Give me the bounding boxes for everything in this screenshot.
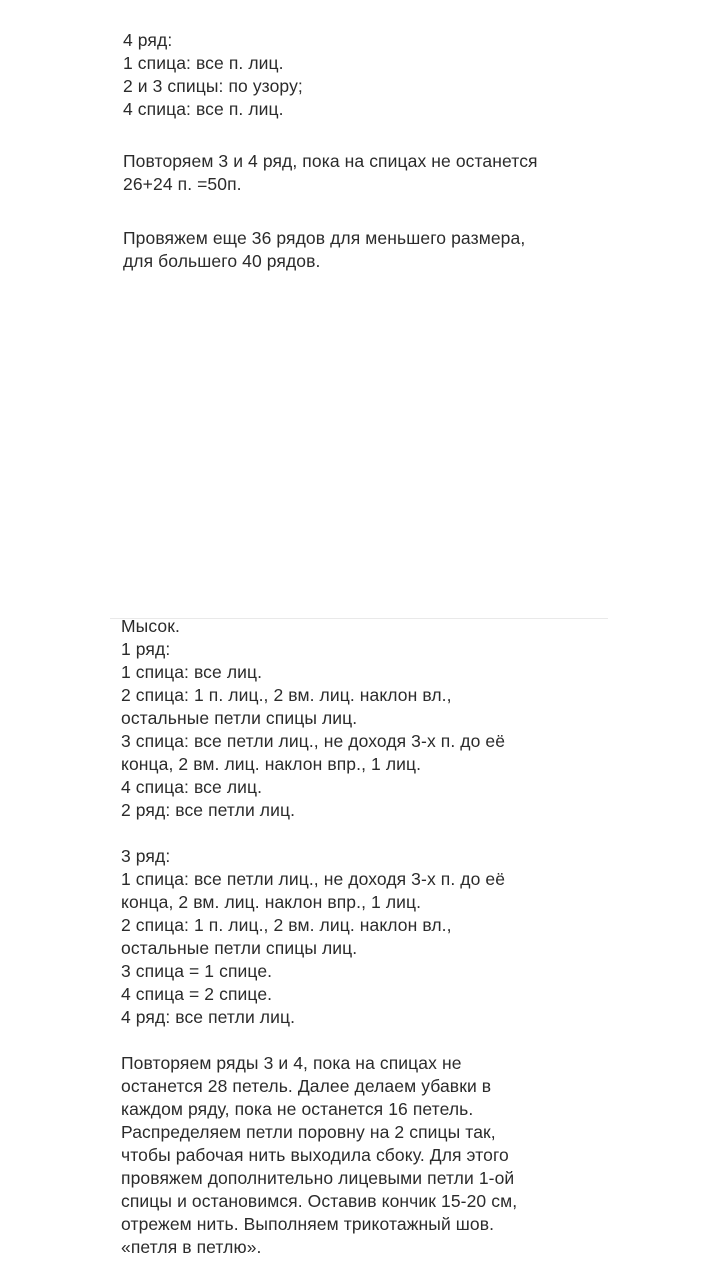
- text-line: каждом ряду, пока не останется 16 петель.: [121, 1099, 474, 1119]
- text-line: 4 спица: все лиц.: [121, 777, 263, 797]
- text-line: 4 ряд: все петли лиц.: [121, 1007, 296, 1027]
- text-line: провяжем дополнительно лицевыми петли 1-ой: [121, 1168, 515, 1188]
- text-line: 4 ряд:: [123, 30, 173, 50]
- text-line: 4 спица = 2 спице.: [121, 984, 273, 1004]
- toe-row3-instructions: [121, 845, 681, 1029]
- text-line: остальные петли спицы лиц.: [121, 708, 358, 728]
- finish-paragraph: [121, 1052, 681, 1259]
- text-line: 2 ряд: все петли лиц.: [121, 800, 296, 820]
- extra-rows-paragraph: [123, 227, 683, 273]
- text-line: отрежем нить. Выполняем трикотажный шов.: [121, 1214, 495, 1234]
- repeat-paragraph: [123, 150, 683, 196]
- text-line: 2 спица: 1 п. лиц., 2 вм. лиц. наклон вл.,: [121, 685, 452, 705]
- text-line: 1 спица: все п. лиц.: [123, 53, 284, 73]
- text-line: спицы и остановимся. Оставив кончик 15-20 см,: [121, 1191, 518, 1211]
- text-line: 26+24 п. =50п.: [123, 174, 242, 194]
- text-line: 3 спица: все петли лиц., не доходя 3-х п. до её: [121, 731, 506, 751]
- text-line: остальные петли спицы лиц.: [121, 938, 358, 958]
- text-line: конца, 2 вм. лиц. наклон впр., 1 лиц.: [121, 892, 422, 912]
- text-line: Провяжем еще 36 рядов для меньшего размера,: [123, 228, 526, 248]
- text-line: для большего 40 рядов.: [123, 251, 321, 271]
- text-line: 2 и 3 спицы: по узору;: [123, 76, 303, 96]
- text-line: «петля в петлю».: [121, 1237, 262, 1257]
- text-line: 1 спица: все петли лиц., не доходя 3-х п. до её: [121, 869, 506, 889]
- section-heading: Мысок.: [121, 616, 180, 636]
- text-line: 3 ряд:: [121, 846, 171, 866]
- text-line: чтобы рабочая нить выходила сбоку. Для этого: [121, 1145, 509, 1165]
- text-line: 1 ряд:: [121, 639, 171, 659]
- text-line: останется 28 петель. Далее делаем убавки в: [121, 1076, 492, 1096]
- text-line: Повторяем ряды 3 и 4, пока на спицах не: [121, 1053, 462, 1073]
- text-line: 4 спица: все п. лиц.: [123, 99, 284, 119]
- toe-row1-instructions: [121, 615, 681, 822]
- text-line: 1 спица: все лиц.: [121, 662, 263, 682]
- text-line: Повторяем 3 и 4 ряд, пока на спицах не останется: [123, 151, 538, 171]
- text-line: конца, 2 вм. лиц. наклон впр., 1 лиц.: [121, 754, 422, 774]
- text-line: 3 спица = 1 спице.: [121, 961, 273, 981]
- text-line: 2 спица: 1 п. лиц., 2 вм. лиц. наклон вл.,: [121, 915, 452, 935]
- text-line: Распределяем петли поровну на 2 спицы так,: [121, 1122, 496, 1142]
- row4-instructions: [123, 29, 683, 121]
